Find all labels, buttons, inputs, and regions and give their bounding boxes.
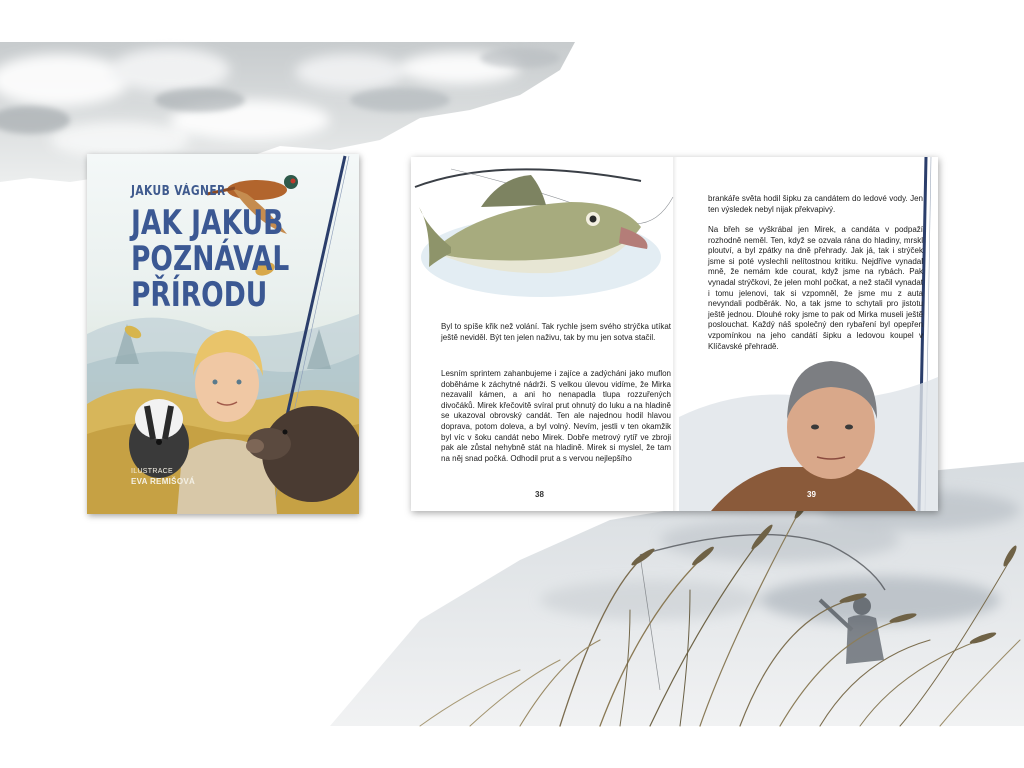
page-gutter <box>673 157 677 511</box>
right-page-paragraph-2: Na břeh se vyškrábal jen Mirek, a candáta v podpaží rozhodně neměl. Ten, když se ozvala rána do hladiny, mrskl ploutví, a byl zpátky na dně přehrady. Jak já, tak i strýček jsme si poté vyslechli nelítostnou kritiku. Nejdříve vynadal mně, že nemám kde courat, když jsme na rybách. Pak vynadal strýčkovi, že jelen mohl počkat, a než stačil vynadat i tomu jelenovi, tak si vzpomněl, že jsme mu z auta nevyndali podběrák. No, a tak jsme to schytali pro jistotu ještě jednou. Dlouhé roky jsme to pak od Mirka museli ještě poslouchat. Každý náš společný den rybaření byl opepřen vzpomínkou na jeho candátí šipku a ledovou koupel v Klíčavské přehradě. <box>708 225 923 351</box>
book-cover <box>87 154 359 514</box>
book-spread <box>411 157 938 511</box>
cover-title-line-3: PŘÍRODU <box>131 275 268 315</box>
cover-title-line-1: JAK JAKUB <box>131 203 284 243</box>
right-page-number: 39 <box>807 490 816 499</box>
left-page-paragraph-2: Lesním sprintem zahanbujeme i zajíce a zadýcháni jako muflon doběháme k záchytné nádrži. S velkou úlevou vidíme, že Mirka nezavalil kámen, a ani ho nenapadla tlupa rozzuřených divočáků. Mirek křečovitě svíral prut ohnutý do luku a na hladině se ukazoval obrovský candát. Ten ale najednou hodil hlavou doprava, potom doleva, a byl volný. Nevím, jestli v ten okamžik byl víc v šoku candát nebo Mirek. Dobře metrový rytíř ve zbroji pak ale zůstal nehybně stát na hladině. Mirek si myslel, že tam na něj snad počká. Odhodil prut a s vervou nejlepšího <box>441 369 671 463</box>
cover-author: JAKUB VÁGNER <box>131 184 226 199</box>
left-page-number: 38 <box>535 490 544 499</box>
cover-illustrator-name: EVA REMIŠOVÁ <box>131 477 196 486</box>
right-page-paragraph-1: brankáře světa hodil šipku za candátem do ledové vody. Jen ten výsledek nebyl nijak překvapivý. <box>708 194 923 214</box>
left-page-paragraph-1: Byl to spíše křik než volání. Tak rychle jsem svého strýčka utíkat ještě neviděl. Být ten jelen naživu, tak by mu jen sotva stačil. <box>441 322 671 342</box>
badger <box>129 399 189 478</box>
cover-title-line-2: POZNÁVAL <box>131 239 290 279</box>
cover-illustrator-label: ILUSTRACE <box>131 468 173 475</box>
